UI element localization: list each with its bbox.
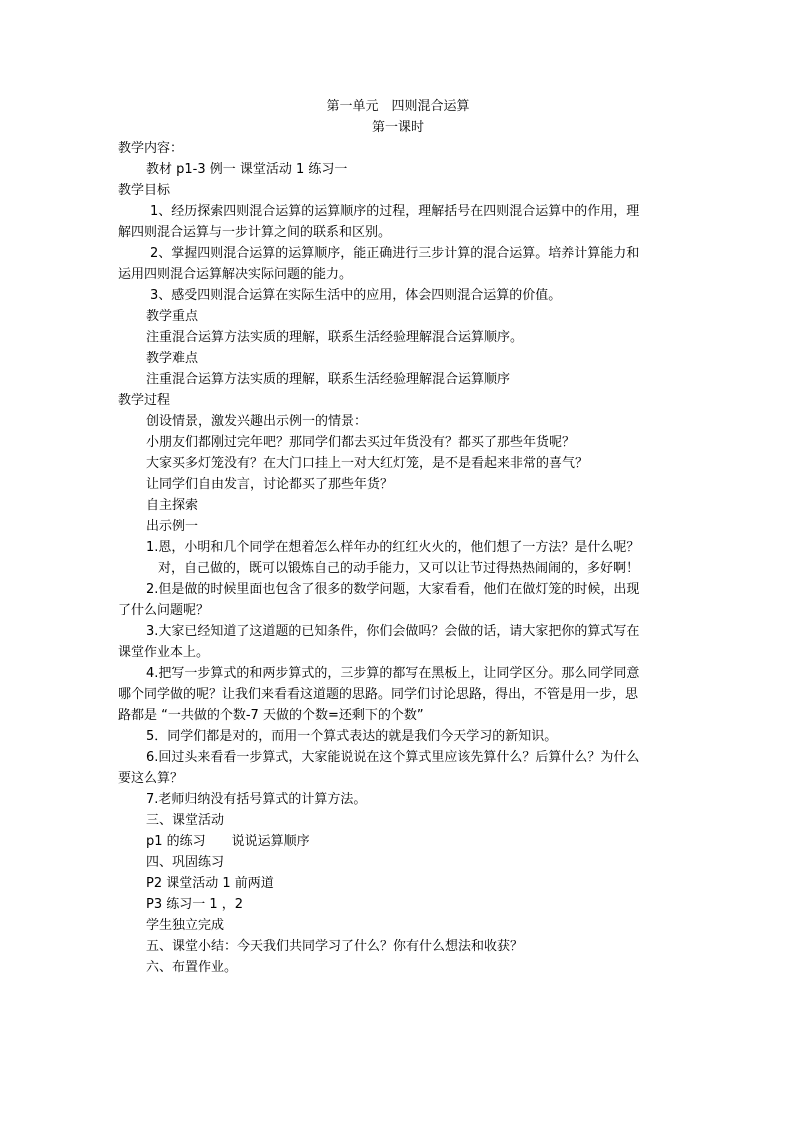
text-line: p1 的练习 说说运算顺序: [146, 834, 310, 849]
text-line: 注重混合运算方法实质的理解，联系生活经验理解混合运算顺序: [146, 372, 511, 387]
text-line: 对，自己做的，既可以锻炼自己的动手能力，又可以让节过得热热闹闹的，多好啊！: [158, 561, 640, 576]
text-line: 1、经历探索四则混合运算的运算顺序的过程，理解括号在四则混合运算中的作用，理: [150, 204, 640, 219]
document-title: 第一单元 四则混合运算: [326, 99, 470, 114]
section-heading: 教学过程: [118, 393, 171, 408]
text-line: 要这么算？: [118, 771, 184, 786]
text-line: 6.回过头来看看一步算式，大家能说说在这个算式里应该先算什么？后算什么？为什么: [146, 750, 640, 765]
section-heading: 教学目标: [118, 183, 171, 198]
text-line: 让同学们自由发言，讨论都买了那些年货？: [146, 477, 394, 492]
text-line: 课堂作业本上。: [118, 645, 210, 660]
section-heading: 教学内容：: [118, 141, 184, 156]
section-heading: 自主探索: [146, 498, 199, 513]
text-line: 创设情景，激发兴趣出示例一的情景：: [146, 414, 368, 429]
text-line: 小朋友们都刚过完年吧？那同学们都去买过年货没有？都买了那些年货呢？: [146, 435, 576, 450]
section-heading: 三、课堂活动: [146, 813, 225, 828]
text-line: 2、掌握四则混合运算的运算顺序，能正确进行三步计算的混合运算。培养计算能力和: [150, 246, 640, 261]
text-line: 4.把写一步算式的和两步算式的，三步算的都写在黑板上，让同学区分。那么同学同意: [146, 666, 640, 681]
text-line: P3 练习一 1 ，2: [146, 897, 244, 912]
text-line: 7.老师归纳没有括号算式的计算方法。: [146, 792, 367, 807]
section-heading: 五、课堂小结：今天我们共同学习了什么？你有什么想法和收获？: [146, 939, 524, 954]
text-line: 5．同学们都是对的，而用一个算式表达的就是我们今天学习的新知识。: [146, 729, 558, 744]
text-line: 出示例一: [146, 519, 199, 534]
text-line: 2.但是做的时候里面也包含了很多的数学问题，大家看看，他们在做灯笼的时候，出现: [146, 582, 640, 597]
text-line: P2 课堂活动 1 前两道: [146, 876, 274, 891]
text-line: 3、感受四则混合运算在实际生活中的应用，体会四则混合运算的价值。: [150, 288, 562, 303]
text-line: 1.恩，小明和几个同学在想着怎么样年办的红红火火的，他们想了一方法？是什么呢？: [146, 540, 640, 555]
text-line: 教材 p1-3 例一 课堂活动 1 练习一: [146, 162, 348, 177]
section-heading: 四、巩固练习: [146, 855, 225, 870]
text-line: 解四则混合运算与一步计算之间的联系和区别。: [118, 225, 392, 240]
text-line: 大家买多灯笼没有？在大门口挂上一对大红灯笼，是不是看起来非常的喜气？: [146, 456, 589, 471]
document-subtitle: 第一课时: [371, 120, 424, 135]
text-line: 运用四则混合运算解决实际问题的能力。: [118, 267, 353, 282]
section-heading: 教学难点: [146, 351, 199, 366]
text-line: 注重混合运算方法实质的理解，联系生活经验理解混合运算顺序。: [146, 330, 524, 345]
text-line: 哪个同学做的呢？让我们来看看这道题的思路。同学们讨论思路，得出，不管是用一步，思: [118, 687, 639, 702]
text-line: 学生独立完成: [146, 918, 225, 933]
text-line: 3.大家已经知道了这道题的已知条件，你们会做吗？会做的话，请大家把你的算式写在: [146, 624, 640, 639]
text-line: 路都是 “一共做的个数-7 天做的个数=还剩下的个数”: [118, 708, 424, 723]
section-heading: 六、布置作业。: [146, 960, 238, 975]
section-heading: 教学重点: [146, 309, 199, 324]
text-line: 了什么问题呢？: [118, 603, 210, 618]
